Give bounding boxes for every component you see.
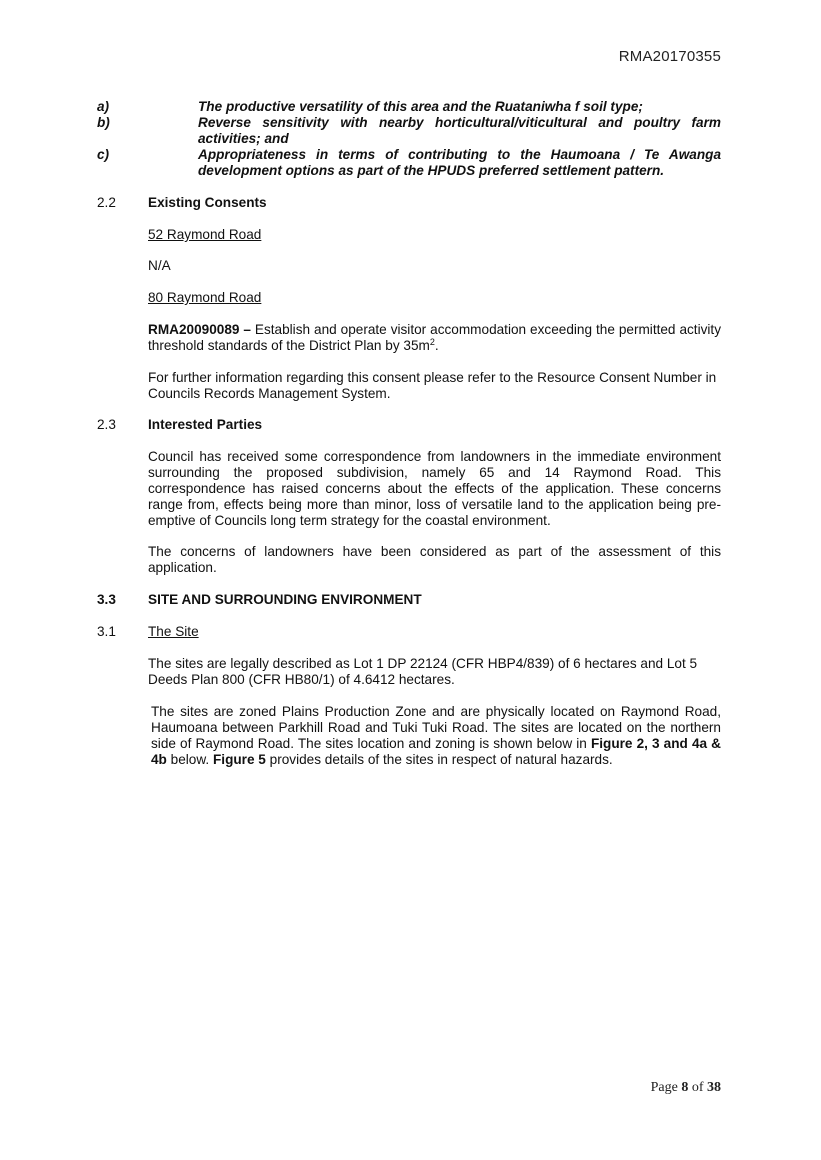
page-prefix: Page — [650, 1080, 682, 1095]
site-zoning-text-3: provides details of the sites in respect of natural hazards. — [265, 752, 613, 767]
subheading-80-raymond-road-text: 80 Raymond Road — [148, 290, 262, 305]
list-label-b: b) — [97, 115, 110, 130]
page-current: 8 — [681, 1080, 689, 1095]
subheading-80-raymond-road — [148, 290, 721, 306]
section-heading-the-site-text: The Site — [148, 624, 199, 639]
interested-parties-paragraph-1: Council has received some correspondence from landowners in the immediate environment surrounding the proposed subdivision, namely 65 and 14 Raymond Road. This correspondence has raised concerns about the effects of the application. These concerns range from, effects being more than minor, loss of versatile land to the application being pre-emptive of Councils long term strategy for the coastal environment. — [148, 449, 721, 528]
page-total: 38 — [707, 1080, 721, 1095]
site-zoning-paragraph — [151, 704, 721, 768]
site-zoning-text-1: The sites are zoned Plains Production Zone and are physically located on Raymond Road, Haumoana between Parkhill Road and Tuki Tuki Road. The sites are located on the northern side of Raymond Road. The sites location and zoning is shown below in — [151, 704, 721, 751]
site-zoning-figure-ref-1: Figure 2, 3 and 4a & 4b — [151, 736, 721, 767]
list-label-a: a) — [97, 99, 110, 114]
section-number-2-2: 2.2 — [97, 195, 116, 210]
consent-end: . — [434, 338, 439, 353]
site-zoning-text-2: below. — [166, 752, 213, 767]
list-item-c: Appropriateness in terms of contributing to the Haumoana / Te Awanga development options as part of the HPUDS preferred settlement pattern. — [198, 147, 721, 178]
consent-superscript: 2 — [429, 337, 435, 347]
subheading-52-raymond-road — [148, 227, 721, 243]
interested-parties-paragraph-2: The concerns of landowners have been considered as part of the assessment of this application. — [148, 544, 721, 575]
list-item-a: The productive versatility of this area and the Ruataniwha f soil type; — [198, 99, 643, 114]
subheading-52-raymond-road-text: 52 Raymond Road — [148, 227, 262, 242]
section-heading-existing-consents: Existing Consents — [148, 195, 267, 210]
list-label-c: c) — [97, 147, 110, 162]
list-item-b: Reverse sensitivity with nearby horticultural/viticultural and poultry farm activities; and — [198, 115, 721, 146]
section-number-2-3: 2.3 — [97, 417, 116, 432]
consent-text: Establish and operate visitor accommodation exceeding the permitted activity threshold standards of the District Plan by 35m — [148, 322, 721, 353]
consent-description — [148, 322, 721, 354]
section-number-3-3: 3.3 — [97, 592, 116, 607]
consent-id: RMA20090089 – — [148, 322, 251, 337]
page-middle: of — [688, 1080, 707, 1095]
section-heading-site-environment: SITE AND SURROUNDING ENVIRONMENT — [148, 592, 422, 607]
page-number — [651, 1080, 721, 1096]
section-number-3-1: 3.1 — [97, 624, 116, 639]
document-reference: RMA20170355 — [618, 48, 721, 65]
site-zoning-figure-ref-2: Figure 5 — [212, 752, 266, 767]
text-na: N/A — [148, 258, 171, 273]
further-information-paragraph: For further information regarding this consent please refer to the Resource Consent Number in Councils Records Management System. — [148, 370, 717, 401]
section-heading-the-site — [148, 624, 721, 640]
site-legal-description: The sites are legally described as Lot 1 DP 22124 (CFR HBP4/839) of 6 hectares and Lot 5 Deeds Plan 800 (CFR HB80/1) of 4.6412 hectares. — [148, 656, 698, 687]
section-heading-interested-parties: Interested Parties — [148, 417, 263, 432]
